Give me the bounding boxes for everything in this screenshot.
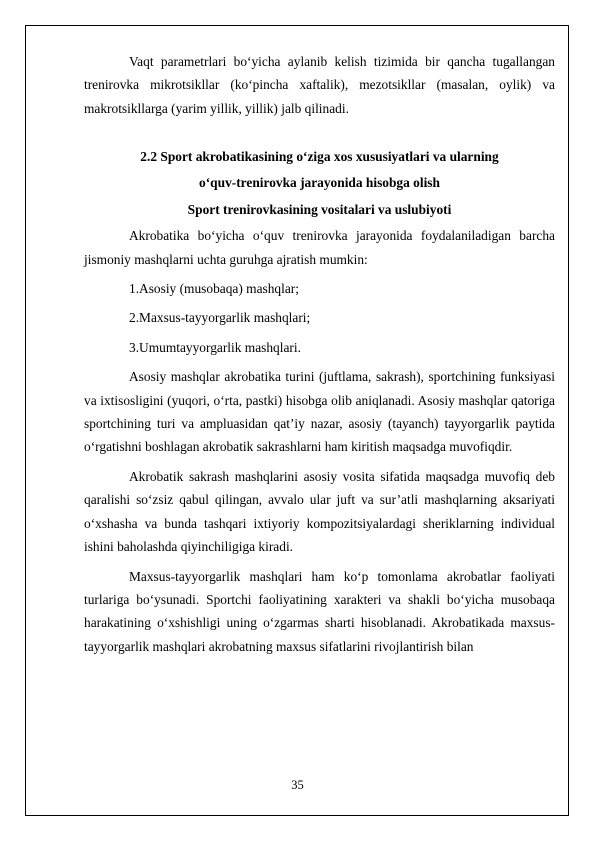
section-heading-line-2: o‘quv-trenirovka jarayonida hisobga olish: [199, 175, 440, 191]
document-body: [84, 50, 555, 658]
spacer: [84, 120, 555, 144]
paragraph-main-exercises: Asosiy mashqlar akrobatika turini (juftlama, sakrash), sportchining funksiyasi va ixtisosligini (yuqori, o‘rta, pastki) hisobga olib aniqlanadi. Asosiy mashqlar qatoriga sportchining turi va ampluasidan qat’iy nazar, asosiy (tayanch) tayyorgarlik paytida o‘rgatishni boshlagan akrobatik sakrashlarni ham kiritish maqsadga muvofiqdir.: [84, 369, 555, 455]
paragraph-special-exercises: Maxsus-tayyorgarlik mashqlari ham ko‘p tomonlama akrobatlar faoliyati turlariga bo‘ysunadi. Sportchi faoliyatining xarakteri va shakli bo‘yicha musobaqa harakatining o‘xshishligi uning o‘zgarmas sharti hisoblanadi. Akrobatikada maxsus-tayyorgarlik mashqlari akrobatning maxsus sifatlarini rivojlantirish bilan: [84, 568, 555, 654]
paragraph-exercise-groups: Akrobatika bo‘yicha o‘quv trenirovka jarayonida foydalaniladigan barcha jismoniy mashqlarni uchta guruhga ajratish mumkin:: [84, 228, 555, 267]
page-number: 35: [291, 778, 304, 792]
paragraph-jump-exercises: Akrobatik sakrash mashqlarini asosiy vosita sifatida maqsadga muvofiq deb qaralishi so‘zsiz qabul qilingan, avvalo ular juft va sur’atli mashqlarning aksariyati o‘xshasha va bunda tashqari ixtiyoriy kompozitsiyalardagi sheriklarning individual ishini baholashda qiyinchiligiga kiradi.: [84, 468, 555, 555]
list-item-2: 2.Maxsus-tayyorgarlik mashqlari;: [129, 310, 311, 326]
subsection-heading: Sport trenirovkasining vositalari va uslubiyoti: [187, 202, 452, 218]
list-item-3: 3.Umumtayyorgarlik mashqlari.: [129, 339, 301, 355]
paragraph-intro: Vaqt parametrlari bo‘yicha aylanib kelish tizimida bir qancha tugallangan trenirovka mikrotsikllar (ko‘pincha xaftalik), mezotsikllar (masalan, oylik) va makrotsikllarga (yarim yillik, yillik) jalb qilinadi.: [84, 54, 555, 116]
list-item-1: 1.Asosiy (musobaqa) mashqlar;: [129, 281, 299, 297]
section-heading-line-1: 2.2 Sport akrobatikasining o‘ziga xos xususiyatlari va ularning: [140, 149, 499, 165]
